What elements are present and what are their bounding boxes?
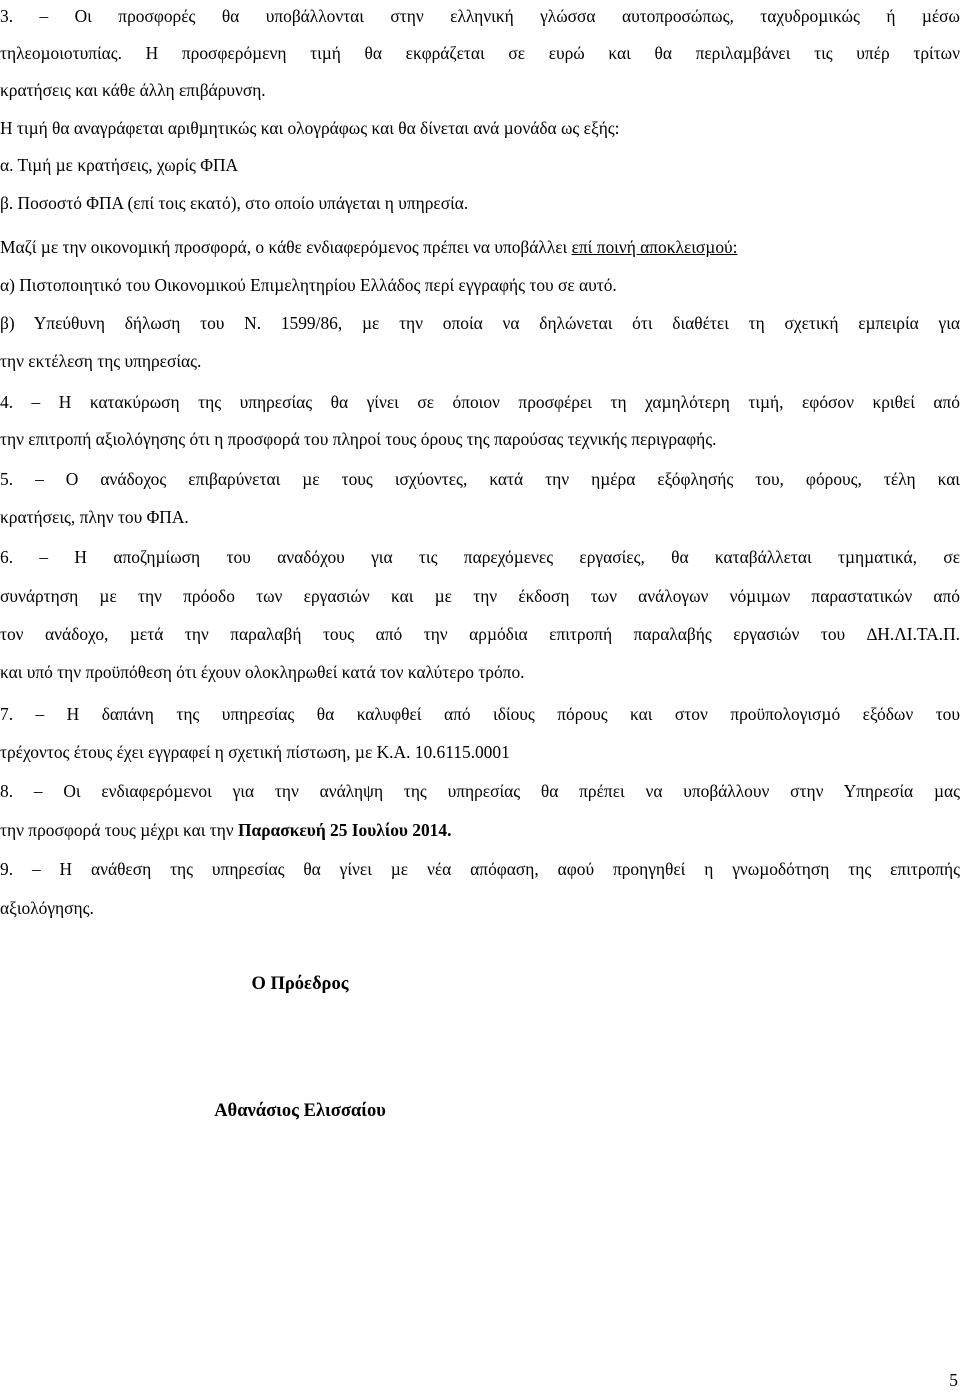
required-docs-text: Μαζί µε την οικονοµική προσφορά, ο κάθε ενδιαφερόµενος πρέπει να υποβάλλει: [0, 237, 572, 257]
deadline-text: την προσφορά τους µέχρι και την: [0, 820, 239, 840]
required-docs-intro: [0, 235, 960, 259]
paragraph-9-line-2: αξιολόγησης.: [0, 898, 94, 918]
paragraph-8-line-1: 8. – Οι ενδιαφερόµενοι για την ανάληψη της υπηρεσίας θα πρέπει να υποβάλλουν στην Υπηρεσία µας: [0, 781, 960, 801]
paragraph-7-line-2: τρέχοντος έτους έχει εγγραφεί η σχετική πίστωση, µε Κ.Α. 10.6115.0001: [0, 742, 510, 762]
paragraph-8-line-2: [0, 818, 960, 842]
paragraph-6-line-1: 6. – Η αποζηµίωση του αναδόχου για τις παρεχόµενες εργασίες, θα καταβάλλεται τµηµατικά, σε: [0, 547, 960, 567]
paragraph-7-line-1: 7. – Η δαπάνη της υπηρεσίας θα καλυφθεί από ιδίους πόρους και στον προϋπολογισµό εξόδων του: [0, 704, 960, 724]
doc-b-declaration-line-1: β) Υπεύθυνη δήλωση του Ν. 1599/86, µε την οποία να δηλώνεται ότι διαθέτει τη σχετική εµπειρία για: [0, 313, 960, 333]
exclusion-warning: επί ποινή αποκλεισµού:: [571, 237, 738, 257]
paragraph-5-line-1: 5. – Ο ανάδοχος επιβαρύνεται µε τους ισχύοντες, κατά την ηµέρα εξόφλησής του, φόρους, τέλη και: [0, 469, 960, 489]
signature-name: Αθανάσιος Ελισσαίου: [214, 1101, 386, 1121]
paragraph-3-line-2: τηλεοµοιοτυπίας. Η προσφερόµενη τιµή θα εκφράζεται σε ευρώ και θα περιλαµβάνει τις υπέρ τρίτων: [0, 43, 960, 63]
doc-b-declaration-line-2: την εκτέλεση της υπηρεσίας.: [0, 351, 202, 371]
paragraph-3-line-3: κρατήσεις και κάθε άλλη επιβάρυνση.: [0, 80, 266, 100]
item-a-price: α. Τιµή µε κρατήσεις, χωρίς ΦΠΑ: [0, 155, 239, 175]
signature-role: Ο Πρόεδρος: [251, 974, 349, 994]
paragraph-4-line-2: την επιτροπή αξιολόγησης ότι η προσφορά του πληροί τους όρους της παρούσας τεχνικής περιγραφής.: [0, 429, 717, 449]
item-b-vat: β. Ποσοστό ΦΠΑ (επί τοις εκατό), στο οποίο υπάγεται η υπηρεσία.: [0, 193, 469, 213]
paragraph-3-line-1: 3. – Οι προσφορές θα υποβάλλονται στην ελληνική γλώσσα αυτοπροσώπως, ταχυδροµικώς ή µέσω: [0, 6, 960, 26]
paragraph-5-line-2: κρατήσεις, πλην του ΦΠΑ.: [0, 507, 189, 527]
deadline-date: Παρασκευή 25 Ιουλίου 2014.: [238, 820, 452, 840]
paragraph-9-line-1: 9. – Η ανάθεση της υπηρεσίας θα γίνει µε νέα απόφαση, αφού προηγηθεί η γνωµοδότηση της επιτροπής: [0, 859, 960, 879]
page-number: 5: [949, 1370, 958, 1390]
doc-a-certificate: α) Πιστοποιητικό του Οικονοµικού Επιµελητηρίου Ελλάδος περί εγγραφής του σε αυτό.: [0, 275, 617, 295]
paragraph-6-line-3: τον ανάδοχο, µετά την παραλαβή τους από την αρµόδια επιτροπή παραλαβής εργασιών του ∆Η.ΛΙ.ΤΑ.Π.: [0, 624, 960, 644]
paragraph-6-line-2: συνάρτηση µε την πρόοδο των εργασιών και µε την έκδοση των ανάλογων νόµιµων παραστατικών από: [0, 586, 960, 606]
paragraph-6-line-4: και υπό την προϋπόθεση ότι έχουν ολοκληρωθεί κατά τον καλύτερο τρόπο.: [0, 662, 525, 682]
paragraph-4-line-1: 4. – Η κατακύρωση της υπηρεσίας θα γίνει σε όποιον προσφέρει τη χαµηλότερη τιµή, εφόσον κριθεί από: [0, 392, 960, 412]
price-instructions: Η τιµή θα αναγράφεται αριθµητικώς και ολογράφως και θα δίνεται ανά µονάδα ως εξής:: [0, 118, 620, 138]
